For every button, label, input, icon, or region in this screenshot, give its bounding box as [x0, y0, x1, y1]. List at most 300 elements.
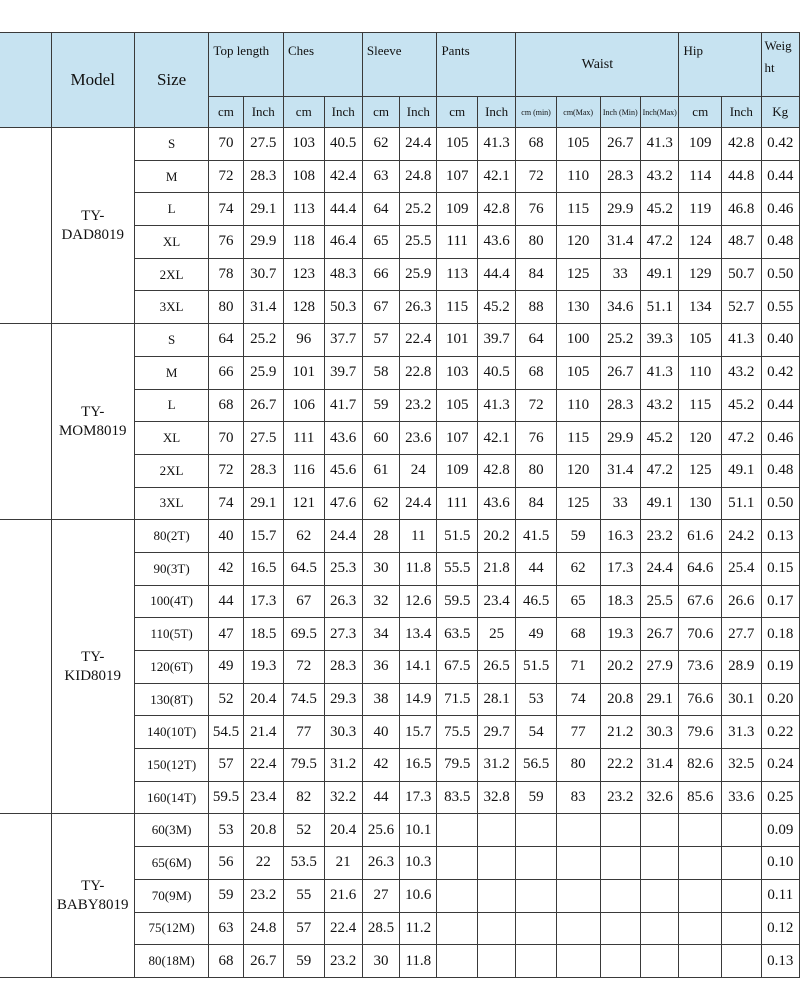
model-cell: [51, 128, 134, 324]
value-cell: 123: [284, 258, 325, 291]
value-cell: 22.4: [324, 912, 362, 945]
header-unit: cm: [209, 97, 243, 128]
value-cell: 26.5: [477, 651, 515, 684]
value-cell: 28.5: [362, 912, 399, 945]
value-cell: 105: [437, 389, 478, 422]
value-cell: 0.44: [761, 389, 800, 422]
value-cell: 76: [209, 226, 243, 259]
value-cell: 45.2: [641, 193, 679, 226]
value-cell: 120: [556, 454, 600, 487]
value-cell: 36: [362, 651, 399, 684]
value-cell: 41.3: [641, 356, 679, 389]
value-cell: 116: [284, 454, 325, 487]
value-cell: 31.2: [324, 749, 362, 782]
size-cell: 90(3T): [134, 552, 209, 585]
value-cell: [679, 879, 722, 912]
value-cell: 64: [516, 324, 557, 357]
value-cell: 75.5: [437, 716, 478, 749]
value-cell: 109: [437, 454, 478, 487]
value-cell: [477, 945, 515, 978]
value-cell: 74.5: [284, 683, 325, 716]
value-cell: 46.5: [516, 585, 557, 618]
value-cell: 101: [437, 324, 478, 357]
value-cell: [679, 912, 722, 945]
model-text-part: TY-: [81, 648, 105, 665]
value-cell: 50.7: [722, 258, 761, 291]
value-cell: 23.2: [243, 879, 284, 912]
value-cell: 74: [209, 193, 243, 226]
value-cell: 43.6: [324, 422, 362, 455]
value-cell: 56: [209, 847, 243, 880]
header-unit: cm(Max): [556, 97, 600, 128]
value-cell: 76: [516, 422, 557, 455]
value-cell: [722, 879, 761, 912]
value-cell: [437, 847, 478, 880]
value-cell: 59: [556, 520, 600, 553]
value-cell: 62: [556, 552, 600, 585]
value-cell: 0.50: [761, 258, 800, 291]
value-cell: 72: [209, 160, 243, 193]
value-cell: 34: [362, 618, 399, 651]
value-cell: 16.5: [400, 749, 437, 782]
value-cell: [722, 912, 761, 945]
value-cell: 26.3: [362, 847, 399, 880]
size-table: [0, 32, 800, 978]
value-cell: 77: [284, 716, 325, 749]
value-cell: 23.2: [600, 781, 641, 814]
value-cell: 25.5: [641, 585, 679, 618]
value-cell: [641, 847, 679, 880]
model-cell: [51, 324, 134, 520]
value-cell: 0.24: [761, 749, 800, 782]
value-cell: 51.5: [437, 520, 478, 553]
value-cell: [516, 879, 557, 912]
value-cell: 30.7: [243, 258, 284, 291]
value-cell: 113: [284, 193, 325, 226]
value-cell: 59.5: [209, 781, 243, 814]
value-cell: 31.4: [243, 291, 284, 324]
value-cell: 42: [209, 552, 243, 585]
size-cell: 70(9M): [134, 879, 209, 912]
value-cell: [477, 847, 515, 880]
value-cell: [641, 814, 679, 847]
value-cell: 0.48: [761, 226, 800, 259]
value-cell: 44.4: [324, 193, 362, 226]
table-row: [0, 128, 800, 161]
value-cell: 41.7: [324, 389, 362, 422]
size-cell: 60(3M): [134, 814, 209, 847]
value-cell: 34.6: [600, 291, 641, 324]
value-cell: 43.2: [641, 389, 679, 422]
value-cell: [516, 945, 557, 978]
value-cell: 46.4: [324, 226, 362, 259]
value-cell: 103: [284, 128, 325, 161]
value-cell: 66: [209, 356, 243, 389]
value-cell: 64: [362, 193, 399, 226]
value-cell: 41.3: [477, 389, 515, 422]
value-cell: 32.8: [477, 781, 515, 814]
value-cell: 31.4: [641, 749, 679, 782]
value-cell: 22.8: [400, 356, 437, 389]
value-cell: 74: [209, 487, 243, 520]
value-cell: 23.4: [243, 781, 284, 814]
value-cell: 32.6: [641, 781, 679, 814]
value-cell: 51.5: [516, 651, 557, 684]
value-cell: 67.6: [679, 585, 722, 618]
value-cell: 124: [679, 226, 722, 259]
value-cell: 72: [516, 389, 557, 422]
value-cell: 20.2: [600, 651, 641, 684]
value-cell: 80: [516, 226, 557, 259]
value-cell: 134: [679, 291, 722, 324]
header-unit: cm: [362, 97, 399, 128]
value-cell: 42.4: [324, 160, 362, 193]
value-cell: 52: [209, 683, 243, 716]
value-cell: 25.4: [722, 552, 761, 585]
value-cell: 80: [516, 454, 557, 487]
value-cell: [722, 847, 761, 880]
value-cell: 119: [679, 193, 722, 226]
value-cell: 23.2: [324, 945, 362, 978]
header-unit: cm (min): [516, 97, 557, 128]
value-cell: 0.12: [761, 912, 800, 945]
value-cell: 29.3: [324, 683, 362, 716]
value-cell: 43.6: [477, 226, 515, 259]
value-cell: 115: [437, 291, 478, 324]
value-cell: 53.5: [284, 847, 325, 880]
value-cell: 125: [556, 487, 600, 520]
value-cell: 12.6: [400, 585, 437, 618]
header-weight: [761, 33, 800, 97]
value-cell: 0.13: [761, 945, 800, 978]
value-cell: 111: [437, 487, 478, 520]
size-cell: 100(4T): [134, 585, 209, 618]
value-cell: 40.5: [477, 356, 515, 389]
value-cell: 37.7: [324, 324, 362, 357]
value-cell: [437, 879, 478, 912]
value-cell: 23.6: [400, 422, 437, 455]
model-text-part: BABY8019: [56, 896, 129, 913]
value-cell: 59: [209, 879, 243, 912]
size-cell: S: [134, 324, 209, 357]
value-cell: 64.6: [679, 552, 722, 585]
value-cell: 61.6: [679, 520, 722, 553]
value-cell: 74: [556, 683, 600, 716]
value-cell: 47.2: [641, 454, 679, 487]
value-cell: 120: [556, 226, 600, 259]
size-cell: 110(5T): [134, 618, 209, 651]
table-body: [0, 128, 800, 978]
value-cell: 49: [209, 651, 243, 684]
value-cell: 30.3: [641, 716, 679, 749]
value-cell: 76.6: [679, 683, 722, 716]
value-cell: [600, 945, 641, 978]
value-cell: 96: [284, 324, 325, 357]
header-unit: cm: [284, 97, 325, 128]
value-cell: 47: [209, 618, 243, 651]
size-cell: XL: [134, 226, 209, 259]
value-cell: 20.4: [243, 683, 284, 716]
header-weight-line2: ht: [764, 60, 775, 75]
value-cell: 53: [209, 814, 243, 847]
value-cell: 63: [209, 912, 243, 945]
value-cell: 113: [437, 258, 478, 291]
value-cell: 31.2: [477, 749, 515, 782]
value-cell: 68: [516, 356, 557, 389]
value-cell: [516, 847, 557, 880]
value-cell: 24.2: [722, 520, 761, 553]
value-cell: 62: [284, 520, 325, 553]
size-cell: 80(18M): [134, 945, 209, 978]
value-cell: 0.13: [761, 520, 800, 553]
value-cell: 29.9: [600, 422, 641, 455]
value-cell: 42.8: [477, 454, 515, 487]
value-cell: [556, 847, 600, 880]
value-cell: 67.5: [437, 651, 478, 684]
value-cell: 27.5: [243, 422, 284, 455]
size-cell: 3XL: [134, 487, 209, 520]
value-cell: 62: [362, 487, 399, 520]
value-cell: 115: [679, 389, 722, 422]
value-cell: 29.1: [243, 193, 284, 226]
value-cell: 105: [556, 128, 600, 161]
size-cell: L: [134, 389, 209, 422]
value-cell: 66: [362, 258, 399, 291]
value-cell: 11.8: [400, 945, 437, 978]
value-cell: 101: [284, 356, 325, 389]
value-cell: 129: [679, 258, 722, 291]
value-cell: 23.2: [400, 389, 437, 422]
value-cell: 29.9: [600, 193, 641, 226]
value-cell: 28.3: [600, 160, 641, 193]
value-cell: 0.11: [761, 879, 800, 912]
value-cell: [722, 945, 761, 978]
model-text-part: KID8019: [64, 667, 122, 684]
value-cell: 130: [556, 291, 600, 324]
value-cell: 49.1: [722, 454, 761, 487]
value-cell: 47.2: [722, 422, 761, 455]
value-cell: 33.6: [722, 781, 761, 814]
value-cell: 31.4: [600, 454, 641, 487]
value-cell: [600, 879, 641, 912]
value-cell: [556, 912, 600, 945]
value-cell: 108: [284, 160, 325, 193]
value-cell: 20.2: [477, 520, 515, 553]
value-cell: [641, 912, 679, 945]
value-cell: 68: [209, 389, 243, 422]
value-cell: 28.3: [324, 651, 362, 684]
value-cell: 40.5: [324, 128, 362, 161]
value-cell: 0.42: [761, 356, 800, 389]
value-cell: 64.5: [284, 552, 325, 585]
row-group-blank: [0, 814, 51, 977]
value-cell: 46.8: [722, 193, 761, 226]
model-text-part: TY-: [81, 403, 105, 420]
value-cell: 21.4: [243, 716, 284, 749]
size-cell: 130(8T): [134, 683, 209, 716]
value-cell: 28.1: [477, 683, 515, 716]
size-cell: 150(12T): [134, 749, 209, 782]
value-cell: 20.8: [600, 683, 641, 716]
value-cell: 55: [284, 879, 325, 912]
value-cell: 128: [284, 291, 325, 324]
value-cell: 10.6: [400, 879, 437, 912]
value-cell: 11.2: [400, 912, 437, 945]
header-unit: Inch: [722, 97, 761, 128]
value-cell: 24.4: [400, 487, 437, 520]
value-cell: 84: [516, 258, 557, 291]
value-cell: 59: [516, 781, 557, 814]
value-cell: 61: [362, 454, 399, 487]
value-cell: [516, 814, 557, 847]
value-cell: 10.3: [400, 847, 437, 880]
value-cell: 25.6: [362, 814, 399, 847]
value-cell: 71: [556, 651, 600, 684]
value-cell: 30: [362, 945, 399, 978]
value-cell: 27.7: [722, 618, 761, 651]
value-cell: [556, 814, 600, 847]
value-cell: 18.3: [600, 585, 641, 618]
value-cell: 25.5: [400, 226, 437, 259]
value-cell: 53: [516, 683, 557, 716]
value-cell: 25.2: [243, 324, 284, 357]
value-cell: [477, 912, 515, 945]
value-cell: 115: [556, 193, 600, 226]
value-cell: 54: [516, 716, 557, 749]
header-unit: cm: [437, 97, 478, 128]
model-text-part: TY-: [81, 207, 105, 224]
value-cell: 63: [362, 160, 399, 193]
value-cell: 68: [556, 618, 600, 651]
value-cell: 44: [209, 585, 243, 618]
value-cell: 109: [679, 128, 722, 161]
value-cell: 32.5: [722, 749, 761, 782]
header-model: Model: [51, 33, 134, 128]
value-cell: [641, 945, 679, 978]
value-cell: 80: [209, 291, 243, 324]
value-cell: 44: [516, 552, 557, 585]
value-cell: 21.6: [324, 879, 362, 912]
row-group-blank: [0, 520, 51, 814]
value-cell: 47.2: [641, 226, 679, 259]
value-cell: 79.6: [679, 716, 722, 749]
value-cell: 20.8: [243, 814, 284, 847]
model-text-part: DAD8019: [61, 226, 124, 243]
value-cell: 0.10: [761, 847, 800, 880]
value-cell: 118: [284, 226, 325, 259]
value-cell: 19.3: [243, 651, 284, 684]
value-cell: 63.5: [437, 618, 478, 651]
value-cell: 52: [284, 814, 325, 847]
header-top-length: Top length: [209, 33, 284, 97]
value-cell: 17.3: [243, 585, 284, 618]
value-cell: 28.3: [243, 160, 284, 193]
size-cell: 2XL: [134, 454, 209, 487]
header-unit: Inch: [243, 97, 284, 128]
value-cell: 57: [284, 912, 325, 945]
value-cell: 47.6: [324, 487, 362, 520]
value-cell: 18.5: [243, 618, 284, 651]
value-cell: 57: [362, 324, 399, 357]
value-cell: 0.22: [761, 716, 800, 749]
value-cell: 28.3: [600, 389, 641, 422]
value-cell: 71.5: [437, 683, 478, 716]
value-cell: 43.2: [722, 356, 761, 389]
value-cell: 27.5: [243, 128, 284, 161]
value-cell: 54.5: [209, 716, 243, 749]
value-cell: [600, 847, 641, 880]
value-cell: [600, 912, 641, 945]
value-cell: 43.2: [641, 160, 679, 193]
value-cell: 59: [284, 945, 325, 978]
value-cell: 26.3: [324, 585, 362, 618]
value-cell: 26.7: [641, 618, 679, 651]
header-size: Size: [134, 33, 209, 128]
value-cell: [556, 879, 600, 912]
value-cell: 70.6: [679, 618, 722, 651]
size-cell: 2XL: [134, 258, 209, 291]
header-hip: Hip: [679, 33, 761, 97]
value-cell: 115: [556, 422, 600, 455]
table-row: [0, 814, 800, 847]
value-cell: 42.8: [722, 128, 761, 161]
value-cell: 15.7: [400, 716, 437, 749]
value-cell: 25.3: [324, 552, 362, 585]
value-cell: 42.1: [477, 160, 515, 193]
value-cell: [437, 912, 478, 945]
value-cell: 26.7: [600, 128, 641, 161]
value-cell: 45.2: [641, 422, 679, 455]
value-cell: 31.4: [600, 226, 641, 259]
value-cell: 19.3: [600, 618, 641, 651]
value-cell: 78: [209, 258, 243, 291]
value-cell: 84: [516, 487, 557, 520]
value-cell: 40: [362, 716, 399, 749]
value-cell: 23.2: [641, 520, 679, 553]
value-cell: [679, 814, 722, 847]
table-row: [0, 520, 800, 553]
size-cell: 75(12M): [134, 912, 209, 945]
value-cell: 25.9: [400, 258, 437, 291]
value-cell: 105: [679, 324, 722, 357]
value-cell: 40: [209, 520, 243, 553]
value-cell: 79.5: [284, 749, 325, 782]
size-cell: S: [134, 128, 209, 161]
value-cell: [722, 814, 761, 847]
value-cell: 42: [362, 749, 399, 782]
value-cell: 0.42: [761, 128, 800, 161]
value-cell: 57: [209, 749, 243, 782]
model-text-part: MOM8019: [58, 422, 127, 439]
value-cell: 111: [284, 422, 325, 455]
value-cell: 0.44: [761, 160, 800, 193]
value-cell: 24.8: [400, 160, 437, 193]
value-cell: 55.5: [437, 552, 478, 585]
value-cell: 0.48: [761, 454, 800, 487]
value-cell: 27: [362, 879, 399, 912]
value-cell: 72: [516, 160, 557, 193]
value-cell: 82: [284, 781, 325, 814]
value-cell: 43.6: [477, 487, 515, 520]
value-cell: 59.5: [437, 585, 478, 618]
size-cell: 140(10T): [134, 716, 209, 749]
value-cell: 58: [362, 356, 399, 389]
header-blank: [0, 33, 51, 128]
value-cell: 49: [516, 618, 557, 651]
value-cell: 83: [556, 781, 600, 814]
value-cell: 48.7: [722, 226, 761, 259]
model-cell: [51, 520, 134, 814]
